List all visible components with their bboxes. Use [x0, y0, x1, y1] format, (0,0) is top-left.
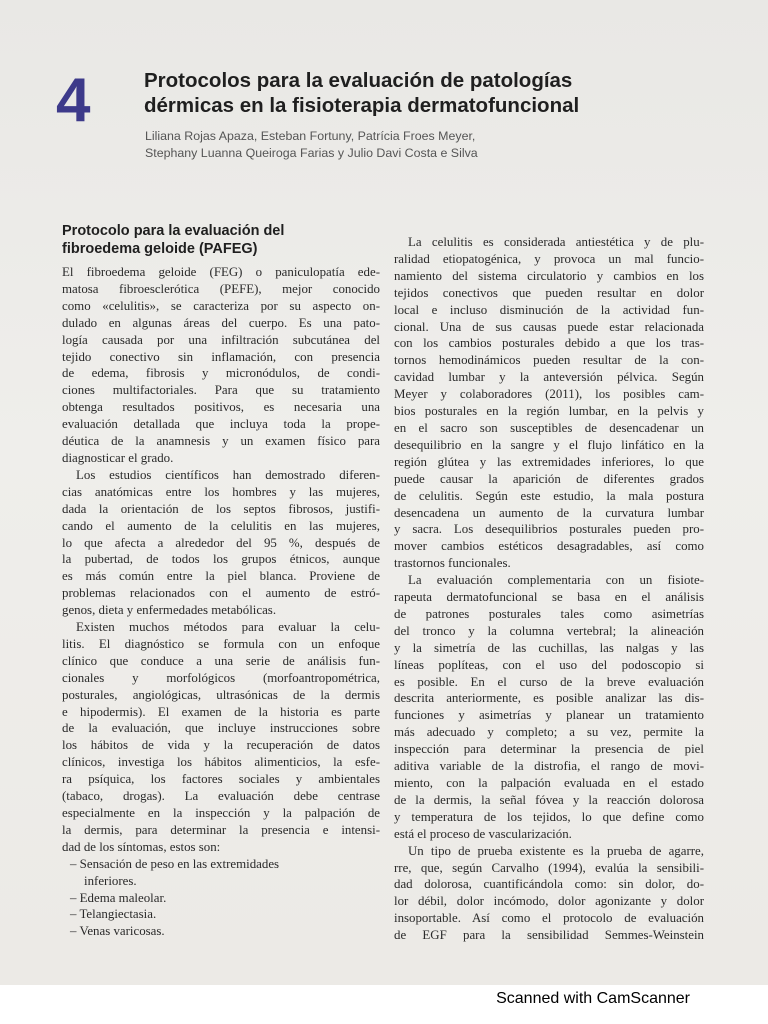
text-line: la dermis, para determinar la presencia e intensi-: [62, 822, 380, 837]
text-line: y temperatura de los tejidos, lo que define como: [394, 809, 704, 824]
text-line: bios posturales en la región lumbar, en la pelvis y: [394, 404, 704, 419]
text-line: genos, dieta y enfermedades metabólicas.: [62, 603, 277, 618]
text-line: La evaluación complementaria con un fisiote-: [408, 573, 704, 588]
text-line: de EGF para la sensibilidad Semmes-Weinstein: [394, 928, 704, 943]
text-line: local e incluso disminución de la actividad fun-: [394, 302, 704, 317]
chapter-authors: [145, 128, 665, 162]
text-line: (tabaco, drogas). La evaluación debe centrase: [62, 789, 380, 804]
text-line: está el proceso de vascularización.: [394, 826, 572, 841]
section-heading-line: fibroedema geloide (PAFEG): [62, 241, 258, 257]
text-line: de la evaluación, que incluye instrucciones sobre: [62, 721, 380, 736]
text-line: miento, con la palpación evaluada en el estado: [394, 776, 704, 790]
text-line: desencadena un aumento de la curvatura lumbar: [394, 505, 704, 520]
text-line: obtenga resultados positivos, es necesaria una: [62, 400, 380, 415]
text-line: cias anatómicas entre los hombres y las mujeres,: [62, 484, 380, 499]
text-line: puede causar la aparición de diferentes grados: [394, 471, 704, 486]
text-line: trastornos funcionales.: [394, 556, 511, 571]
text-line: con los cambios posturales debido a que los tras-: [394, 336, 704, 351]
authors-line: Liliana Rojas Apaza, Esteban Fortuny, Patrícia Froes Meyer,: [145, 129, 476, 143]
text-line: evaluación detallada que incluya toda la prope-: [62, 417, 380, 432]
text-line: Meyer y colaboradores (2011), los posibles cam-: [394, 387, 704, 402]
text-line: dad dolorosa, cuantificándola como: sin dolor, do-: [394, 877, 704, 892]
text-line: tornos hemodinámicos pueden resultar de la con-: [394, 353, 704, 368]
text-line: posturales, angiológicas, ultrasónicas de la dermis: [62, 687, 380, 702]
text-line: en el sacro son susceptibles de desencadenar un: [394, 420, 704, 435]
text-line: Los estudios científicos han demostrado diferen-: [76, 467, 380, 482]
text-line: litis. El diagnóstico se formula con un enfoque: [62, 636, 380, 651]
authors-line: Stephany Luanna Queiroga Farias y Julio Davi Costa e Silva: [145, 146, 478, 160]
list-item: – Telangiectasia.: [70, 907, 157, 922]
right-column: [394, 234, 704, 944]
text-line: de edema, fibrosis y micronódulos, de condi-: [62, 366, 380, 381]
list-item: – Sensación de peso en las extremidades: [70, 856, 280, 871]
text-line: rre, que, según Carvalho (1994), evalúa la sensibili-: [394, 860, 704, 875]
section-heading-line: Protocolo para la evaluación del: [62, 223, 285, 239]
text-line: lo que afecta a alrededor del 95 %, después de: [62, 535, 380, 550]
text-line: Un tipo de prueba existente es la prueba de agarre,: [408, 843, 704, 858]
text-line: lor débil, dolor incómodo, dolor agonizante y dolor: [394, 894, 704, 909]
text-line: región glútea y las extremidades inferiores, lo que: [394, 454, 704, 469]
text-line: mover cambios estéticos desagradables, así como: [394, 539, 704, 554]
chapter-title-line: Protocolos para la evaluación de patologías: [144, 69, 573, 92]
text-line: y sacra. Los desequilibrios posturales pueden pro-: [394, 522, 704, 537]
section-heading: [62, 222, 380, 258]
right-body-text: [394, 234, 704, 944]
text-line: líneas poplíteas, con el uso del podoscopio si: [394, 657, 704, 672]
text-line: dada la orientación de los septos fibrosos, justifi-: [62, 501, 380, 516]
text-line: clínico que conduce a una serie de análisis fun-: [62, 653, 380, 668]
text-line: los hábitos de vida y la recuperación de datos: [62, 738, 380, 753]
left-body-text: [62, 264, 380, 856]
list-item: – Venas varicosas.: [70, 924, 165, 939]
text-line: de celulitis. Según este estudio, la mala postura: [394, 488, 704, 503]
text-line: cando el aumento de la celulitis en las mujeres,: [62, 518, 380, 533]
text-line: namiento del sistema circulatorio y cambios en los: [394, 268, 704, 283]
text-line: ra psíquica, los factores sociales y ambientales: [62, 772, 380, 787]
scanner-watermark: Scanned with CamScanner: [496, 990, 690, 1007]
text-line: cavidad lumbar y la anteversión pélvica. Según: [394, 370, 704, 385]
list-item-continuation: inferiores.: [84, 873, 137, 888]
text-line: más adecuado y completo; a su vez, permite la: [394, 725, 704, 740]
text-line: del tronco y la columna vertebral; la alineación: [394, 623, 704, 638]
text-line: problemas relacionados con el aumento de estró-: [62, 586, 380, 601]
text-line: dulado en algunas áreas del cuerpo. Es una pato-: [62, 315, 380, 330]
text-line: funciones y asimetrías y planear un tratamiento: [394, 708, 704, 723]
text-line: La celulitis es considerada antiestética y de plu-: [408, 235, 704, 249]
text-line: diagnosticar el grado.: [62, 450, 174, 465]
text-line: cionales y morfológicos (morfoantropométrica,: [62, 670, 380, 685]
text-line: aditiva variable de la distrofia, el rango de movi-: [394, 759, 704, 774]
text-line: tejidos conectivos que pueden resultar en dolor: [394, 285, 704, 300]
text-line: ciones multifactoriales. Para que su tratamiento: [62, 383, 380, 398]
text-line: e hipodermis). El examen de la historia es parte: [62, 704, 380, 719]
chapter-number: 4: [56, 66, 91, 135]
text-line: de la dermis, la señal fóvea y la reacción dolorosa: [394, 792, 704, 807]
text-line: inspección para determinar la presencia de piel: [394, 742, 704, 757]
text-line: dad de los síntomas, estos son:: [62, 839, 221, 854]
text-line: clínicos, investiga los hábitos alimenticios, la esfe-: [62, 755, 380, 770]
text-line: es más común entre la piel blanca. Proviene de: [62, 569, 380, 584]
text-line: déutica de la anamnesis y un examen físico para: [62, 434, 380, 449]
text-line: es posible. En el curso de la breve evaluación: [394, 674, 704, 689]
text-line: la pubertad, de todos los grupos étnicos, aunque: [62, 552, 380, 567]
text-line: y la simetría de las cuchillas, las nalgas y las: [394, 640, 704, 655]
text-line: insoportable. Así como el protocolo de evaluación: [394, 911, 704, 926]
text-line: especialmente en la inspección y la palpación de: [62, 806, 380, 820]
text-line: ralidad etiopatogénica, y provoca un mal funcio-: [394, 251, 704, 266]
left-column: [62, 222, 380, 940]
text-line: logía causada por una infiltración subcutánea del: [62, 332, 380, 347]
chapter-title: [144, 68, 704, 118]
symptom-list: [62, 856, 380, 941]
text-line: desequilibrio en la sangre y el flujo linfático en la: [394, 437, 704, 452]
text-line: matosa fibroesclerótica (PEFE), mejor conocido: [62, 281, 380, 296]
text-line: descrita anteriormente, es posible analizar las dis-: [394, 691, 704, 706]
text-line: rapeuta dermatofuncional se basa en el análisis: [394, 590, 704, 605]
text-line: de patrones posturales tales como asimetrías: [394, 606, 704, 621]
chapter-title-line: dérmicas en la fisioterapia dermatofuncional: [144, 94, 580, 117]
list-item: – Edema maleolar.: [70, 890, 167, 905]
text-line: El fibroedema geloide (FEG) o paniculopatía ede-: [62, 265, 380, 279]
text-line: Existen muchos métodos para evaluar la celu-: [76, 620, 380, 635]
text-line: como «celulitis», se caracteriza por su aspecto on-: [62, 298, 380, 313]
text-line: tejido conectivo sin inflamación, con presencia: [62, 349, 380, 364]
text-line: cional. Una de sus causas puede estar relacionada: [394, 319, 704, 334]
